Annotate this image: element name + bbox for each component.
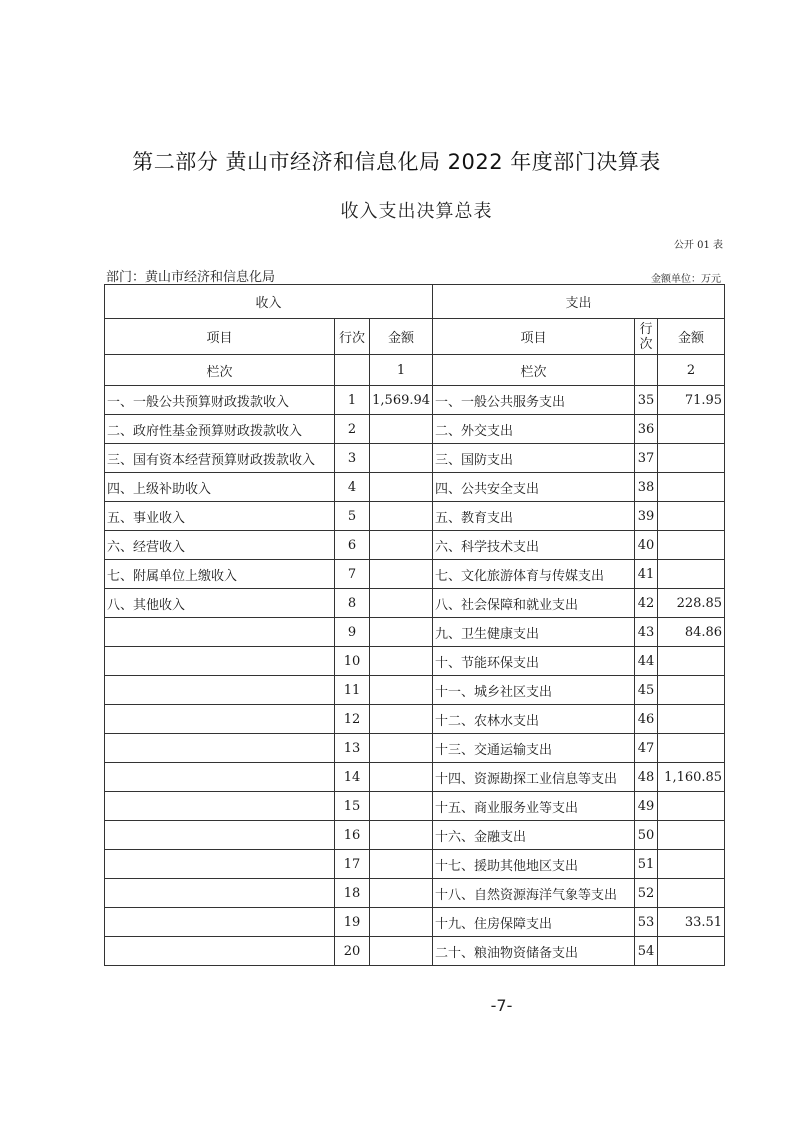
income-amount-cell — [370, 763, 433, 792]
income-item-cell: 五、事业收入 — [105, 502, 335, 531]
income-amount-cell — [370, 676, 433, 705]
income-amount-cell — [370, 879, 433, 908]
expense-amount-cell — [658, 792, 725, 821]
income-item-cell: 八、其他收入 — [105, 589, 335, 618]
income-column-no: 1 — [370, 355, 433, 386]
income-item-cell: 六、经营收入 — [105, 531, 335, 560]
expense-amount-cell — [658, 444, 725, 473]
expense-item-cell: 一、一般公共服务支出 — [433, 386, 635, 415]
expense-amount-cell: 33.51 — [658, 908, 725, 937]
expense-row-no-cell: 46 — [635, 705, 658, 734]
income-amount-cell — [370, 531, 433, 560]
expense-amount-cell: 1,160.85 — [658, 763, 725, 792]
table-row — [105, 386, 725, 415]
table-row — [105, 473, 725, 502]
expense-amount-cell — [658, 531, 725, 560]
expense-row-no-cell: 39 — [635, 502, 658, 531]
expense-amount-cell — [658, 879, 725, 908]
income-row-no-cell: 16 — [335, 821, 370, 850]
expense-item-cell: 五、教育支出 — [433, 502, 635, 531]
expense-column-no-empty — [635, 355, 658, 386]
document-title: 第二部分 黄山市经济和信息化局 2022 年度部门决算表 — [132, 150, 661, 174]
expense-amount-header: 金额 — [658, 319, 725, 355]
expense-amount-cell — [658, 473, 725, 502]
expense-section-header: 支出 — [433, 285, 725, 319]
table-row — [105, 734, 725, 763]
expense-row-no-cell: 36 — [635, 415, 658, 444]
income-item-cell — [105, 618, 335, 647]
income-item-cell: 二、政府性基金预算财政拨款收入 — [105, 415, 335, 444]
income-item-cell — [105, 705, 335, 734]
column-number-row — [105, 355, 725, 386]
expense-item-cell: 十八、自然资源海洋气象等支出 — [433, 879, 635, 908]
expense-amount-cell — [658, 647, 725, 676]
income-item-cell: 七、附属单位上缴收入 — [105, 560, 335, 589]
form-number: 公开 01 表 — [673, 240, 723, 251]
income-row-no-cell: 19 — [335, 908, 370, 937]
expense-row-no-header-line2: 次 — [639, 336, 653, 352]
income-section-header: 收入 — [105, 285, 433, 319]
page-number: -7- — [490, 996, 513, 1015]
income-row-no-cell: 20 — [335, 937, 370, 966]
expense-row-no-cell: 37 — [635, 444, 658, 473]
income-row-no-header: 行次 — [335, 319, 370, 355]
expense-column-no: 2 — [658, 355, 725, 386]
income-amount-cell: 1,569.94 — [370, 386, 433, 415]
income-row-no-cell: 14 — [335, 763, 370, 792]
table-row — [105, 531, 725, 560]
income-row-no-cell: 8 — [335, 589, 370, 618]
expense-amount-cell — [658, 705, 725, 734]
income-item-cell — [105, 937, 335, 966]
expense-row-no-cell: 41 — [635, 560, 658, 589]
income-item-header: 项目 — [105, 319, 335, 355]
expense-row-no-cell: 50 — [635, 821, 658, 850]
income-item-cell — [105, 676, 335, 705]
column-header-row — [105, 319, 725, 355]
expense-row-no-cell: 48 — [635, 763, 658, 792]
income-row-no-cell: 4 — [335, 473, 370, 502]
expense-row-no-cell: 51 — [635, 850, 658, 879]
table-row — [105, 792, 725, 821]
income-row-no-cell: 5 — [335, 502, 370, 531]
amount-unit-label: 金额单位：万元 — [651, 274, 721, 285]
income-expense-table — [104, 284, 725, 966]
expense-row-no-cell: 38 — [635, 473, 658, 502]
table-row — [105, 705, 725, 734]
income-amount-cell — [370, 792, 433, 821]
expense-row-no-cell: 54 — [635, 937, 658, 966]
expense-item-cell: 二、外交支出 — [433, 415, 635, 444]
income-item-cell: 三、国有资本经营预算财政拨款收入 — [105, 444, 335, 473]
table-row — [105, 908, 725, 937]
income-row-no-cell: 1 — [335, 386, 370, 415]
income-row-no-cell: 2 — [335, 415, 370, 444]
expense-item-cell: 七、文化旅游体育与传媒支出 — [433, 560, 635, 589]
expense-column-no-label: 栏次 — [433, 355, 635, 386]
expense-item-cell: 十四、资源勘探工业信息等支出 — [433, 763, 635, 792]
income-amount-cell — [370, 444, 433, 473]
expense-amount-cell — [658, 734, 725, 763]
table-row — [105, 618, 725, 647]
table-row — [105, 763, 725, 792]
income-item-cell: 四、上级补助收入 — [105, 473, 335, 502]
income-item-cell — [105, 763, 335, 792]
income-row-no-cell: 9 — [335, 618, 370, 647]
income-row-no-cell: 17 — [335, 850, 370, 879]
income-amount-cell — [370, 647, 433, 676]
income-amount-cell — [370, 937, 433, 966]
expense-item-cell: 六、科学技术支出 — [433, 531, 635, 560]
expense-row-no-cell: 35 — [635, 386, 658, 415]
income-amount-cell — [370, 734, 433, 763]
table-row — [105, 444, 725, 473]
expense-row-no-cell: 43 — [635, 618, 658, 647]
income-row-no-cell: 13 — [335, 734, 370, 763]
table-row — [105, 589, 725, 618]
expense-row-no-cell: 53 — [635, 908, 658, 937]
expense-amount-cell — [658, 560, 725, 589]
expense-row-no-cell: 52 — [635, 879, 658, 908]
expense-row-no-cell: 47 — [635, 734, 658, 763]
expense-item-cell: 十、节能环保支出 — [433, 647, 635, 676]
expense-amount-cell — [658, 937, 725, 966]
income-item-cell — [105, 908, 335, 937]
expense-row-no-cell: 44 — [635, 647, 658, 676]
expense-item-cell: 十九、住房保障支出 — [433, 908, 635, 937]
expense-row-no-cell: 42 — [635, 589, 658, 618]
expense-item-header: 项目 — [433, 319, 635, 355]
expense-item-cell: 八、社会保障和就业支出 — [433, 589, 635, 618]
expense-amount-cell — [658, 850, 725, 879]
income-amount-cell — [370, 502, 433, 531]
income-item-cell — [105, 734, 335, 763]
income-amount-cell — [370, 589, 433, 618]
expense-amount-cell — [658, 676, 725, 705]
income-item-cell — [105, 792, 335, 821]
expense-item-cell: 十七、援助其他地区支出 — [433, 850, 635, 879]
income-row-no-cell: 10 — [335, 647, 370, 676]
income-row-no-cell: 18 — [335, 879, 370, 908]
table-row — [105, 850, 725, 879]
income-amount-cell — [370, 908, 433, 937]
expense-item-cell: 四、公共安全支出 — [433, 473, 635, 502]
expense-item-cell: 九、卫生健康支出 — [433, 618, 635, 647]
income-row-no-cell: 6 — [335, 531, 370, 560]
income-item-cell — [105, 879, 335, 908]
expense-amount-cell — [658, 415, 725, 444]
income-item-cell — [105, 647, 335, 676]
income-amount-cell — [370, 850, 433, 879]
table-row — [105, 676, 725, 705]
expense-item-cell: 二十、粮油物资储备支出 — [433, 937, 635, 966]
income-row-no-cell: 15 — [335, 792, 370, 821]
income-amount-cell — [370, 560, 433, 589]
expense-row-no-cell: 40 — [635, 531, 658, 560]
section-header-row — [105, 285, 725, 319]
income-item-cell — [105, 821, 335, 850]
income-amount-cell — [370, 473, 433, 502]
table-row — [105, 821, 725, 850]
table-row — [105, 560, 725, 589]
expense-row-no-header-line1: 行 — [639, 321, 653, 337]
income-row-no-cell: 7 — [335, 560, 370, 589]
income-item-cell — [105, 850, 335, 879]
income-column-no-label: 栏次 — [105, 355, 335, 386]
expense-item-cell: 十六、金融支出 — [433, 821, 635, 850]
table-row — [105, 647, 725, 676]
expense-row-no-cell: 49 — [635, 792, 658, 821]
expense-amount-cell — [658, 821, 725, 850]
expense-row-no-header — [635, 319, 658, 355]
expense-item-cell: 三、国防支出 — [433, 444, 635, 473]
expense-item-cell: 十二、农林水支出 — [433, 705, 635, 734]
income-amount-cell — [370, 705, 433, 734]
income-amount-header: 金额 — [370, 319, 433, 355]
expense-amount-cell: 228.85 — [658, 589, 725, 618]
income-column-no-empty — [335, 355, 370, 386]
department-label: 部门：黄山市经济和信息化局 — [106, 270, 276, 285]
expense-item-cell: 十五、商业服务业等支出 — [433, 792, 635, 821]
income-row-no-cell: 12 — [335, 705, 370, 734]
table-row — [105, 937, 725, 966]
expense-item-cell: 十三、交通运输支出 — [433, 734, 635, 763]
table-row — [105, 879, 725, 908]
income-amount-cell — [370, 821, 433, 850]
income-amount-cell — [370, 618, 433, 647]
expense-amount-cell: 84.86 — [658, 618, 725, 647]
income-amount-cell — [370, 415, 433, 444]
table-row — [105, 415, 725, 444]
income-item-cell: 一、一般公共预算财政拨款收入 — [105, 386, 335, 415]
expense-item-cell: 十一、城乡社区支出 — [433, 676, 635, 705]
expense-amount-cell: 71.95 — [658, 386, 725, 415]
table-row — [105, 502, 725, 531]
table-title: 收入支出决算总表 — [340, 201, 493, 222]
income-row-no-cell: 3 — [335, 444, 370, 473]
expense-row-no-cell: 45 — [635, 676, 658, 705]
income-row-no-cell: 11 — [335, 676, 370, 705]
expense-amount-cell — [658, 502, 725, 531]
